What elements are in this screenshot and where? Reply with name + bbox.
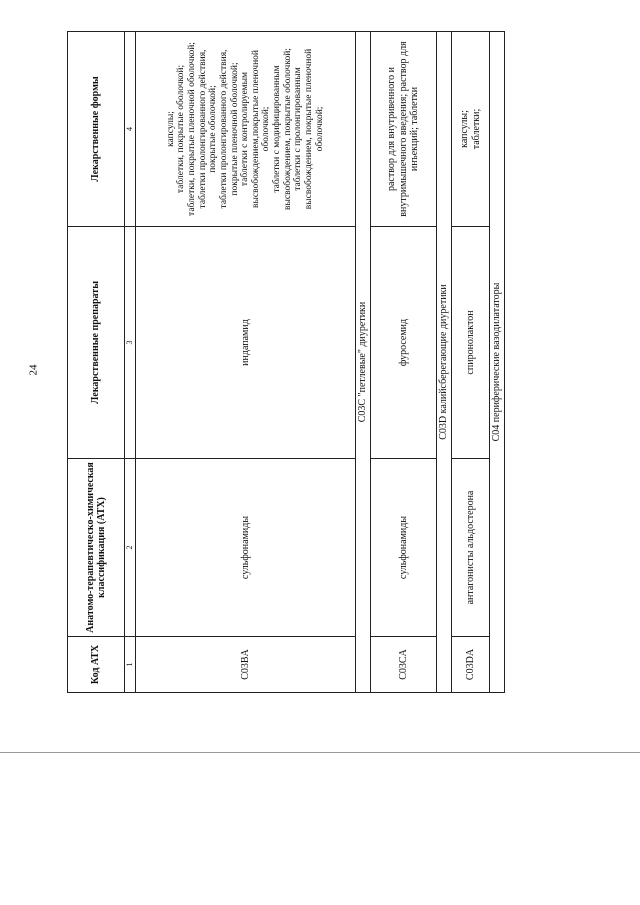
group-row-c04 [490,32,505,693]
forms-line: таблетки с контролируемым [240,71,251,187]
forms-line: таблетки, покрытые оболочкой; [176,64,187,194]
atx-table [67,31,505,693]
forms-line: инъекций; таблетки [409,86,421,172]
group-heading: C03C "петлевые" диуретики [356,32,371,693]
forms-line: оболочкой; [314,106,325,152]
classification-cell: антагонисты альдостерона [452,459,490,637]
forms-line: таблетки с модифицированным [272,65,283,193]
forms-line: внутримышечного введения; раствор для [397,41,409,217]
group-heading: C04 периферические вазодилататоры [490,32,505,693]
forms-line: таблетки пролонгированного действия, [197,49,208,209]
header-row [68,32,125,693]
forms-line: капсулы; [165,111,176,147]
page-divider [0,752,640,753]
atx-code: C03DA [452,637,490,693]
preparation-cell: спиронолактон [452,227,490,459]
column-number-4: 4 [125,32,136,227]
forms-line: высвобождением, покрытые оболочкой; [282,48,293,210]
group-row-c03c [356,32,371,693]
header-preparations: Лекарственные препараты [68,227,125,459]
forms-line: таблетки, покрытые пленочной оболочкой; [187,42,198,216]
forms-cell [371,32,437,227]
atx-table-container [67,32,503,693]
table-row-c03da [452,32,490,693]
header-forms: Лекарственные формы [68,32,125,227]
header-classification: Анатомо-терапевтическо-химическая классификация (АТХ) [68,459,125,637]
forms-line: таблетки с пролонгированным [293,67,304,191]
forms-line: высвобождением,покрытые пленочной [250,49,261,209]
column-number-3: 3 [125,227,136,459]
forms-line: таблетки; [470,108,482,150]
column-number-1: 1 [125,637,136,693]
atx-code: C03BA [136,637,356,693]
forms-line: оболочкой; [261,106,272,152]
forms-line: таблетки пролонгированного действия, [218,49,229,209]
column-number-row [125,32,136,693]
forms-line: раствор для внутривенного и [386,67,398,192]
table-row-c03ba [136,32,356,693]
classification-cell: сульфонамиды [136,459,356,637]
forms-line: высвобождением, покрытые пленочной [303,48,314,210]
forms-cell [452,32,490,227]
column-number-2: 2 [125,459,136,637]
header-code: Код АТХ [68,637,125,693]
forms-line: покрытые пленочной оболочкой; [229,62,240,196]
forms-line: покрытые оболочкой; [208,85,219,173]
preparation-cell: фуросемид [371,227,437,459]
classification-cell: сульфонамиды [371,459,437,637]
atx-code: C03CA [371,637,437,693]
forms-cell [136,32,356,227]
forms-line: капсулы; [459,110,470,148]
preparation-cell: индапамид [136,227,356,459]
group-row-c03d [437,32,452,693]
group-heading: C03D калийсберегающие диуретики [437,32,452,693]
page-number: 24 [27,364,40,376]
table-row-c03ca [371,32,437,693]
rotated-table [67,32,503,693]
